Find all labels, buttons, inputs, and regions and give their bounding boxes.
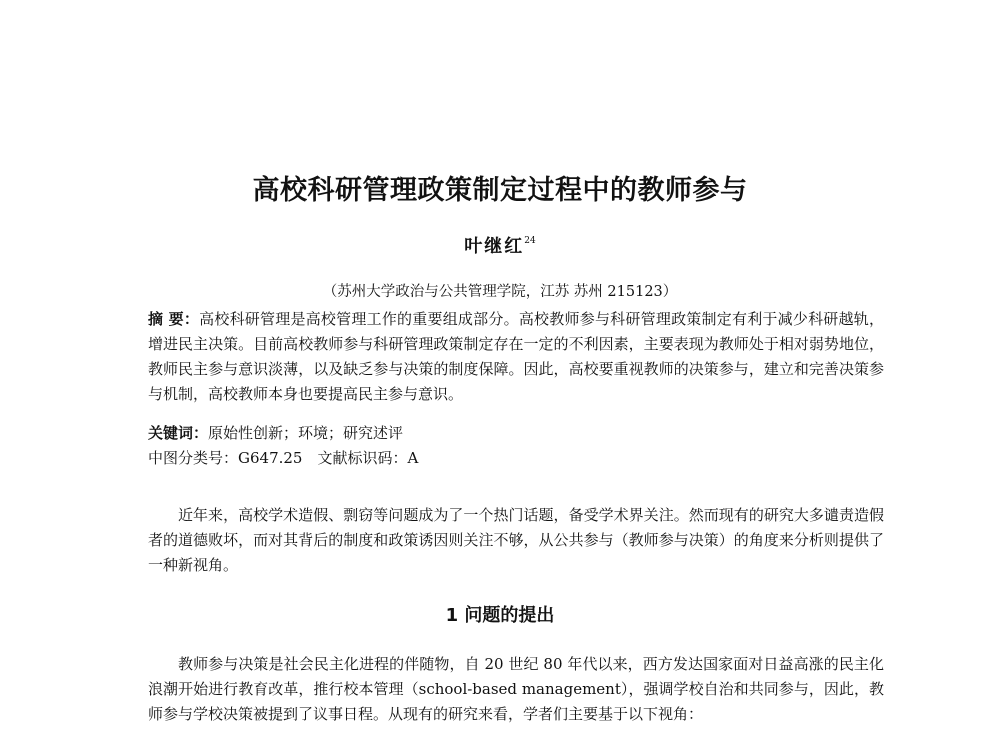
- author-footnote-mark: 24: [524, 236, 536, 246]
- abstract: [148, 307, 884, 407]
- author-affiliation: （苏州大学政治与公共管理学院，江苏 苏州 215123）: [322, 284, 678, 300]
- keywords-label: 关键词：: [148, 424, 209, 442]
- keywords-text: 原始性创新；环境；研究述评: [208, 424, 404, 442]
- section-paragraph: 教师参与决策是社会民主化进程的伴随物，自 20 世纪 80 年代以来，西方发达国家面对日益高涨的民主化浪潮开始进行教育改革，推行校本管理（school-based management），强调学校自治和共同参与，因此，教师参与学校决策被提到了议事日程。从现有的研究来看，学者们主要基于以下视角：: [148, 655, 884, 723]
- section-heading: 1 问题的提出: [445, 605, 555, 626]
- article-title: 高校科研管理政策制定过程中的教师参与: [252, 175, 748, 206]
- abstract-text: 高校科研管理是高校管理工作的重要组成部分。高校教师参与科研管理政策制定有利于减少科研越轨，增进民主决策。目前高校教师参与科研管理政策制定存在一定的不利因素，主要表现为教师处于相对弱势地位，教师民主参与意识淡薄，以及缺乏参与决策的制度保障。因此，高校要重视教师的决策参与，建立和完善决策参与机制，高校教师本身也要提高民主参与意识。: [148, 310, 884, 403]
- classification-line: 中图分类号：G647.25 文献标识码：A: [148, 449, 419, 467]
- intro-paragraph: 近年来，高校学术造假、剽窃等问题成为了一个热门话题，备受学术界关注。然而现有的研究大多谴责造假者的道德败坏，而对其背后的制度和政策诱因则关注不够，从公共参与（教师参与决策）的角度来分析则提供了一种新视角。: [148, 506, 884, 574]
- author-name: 叶继红: [464, 236, 525, 257]
- keywords: [148, 421, 884, 446]
- abstract-label: 摘 要：: [148, 310, 200, 328]
- author-line: [0, 232, 1000, 258]
